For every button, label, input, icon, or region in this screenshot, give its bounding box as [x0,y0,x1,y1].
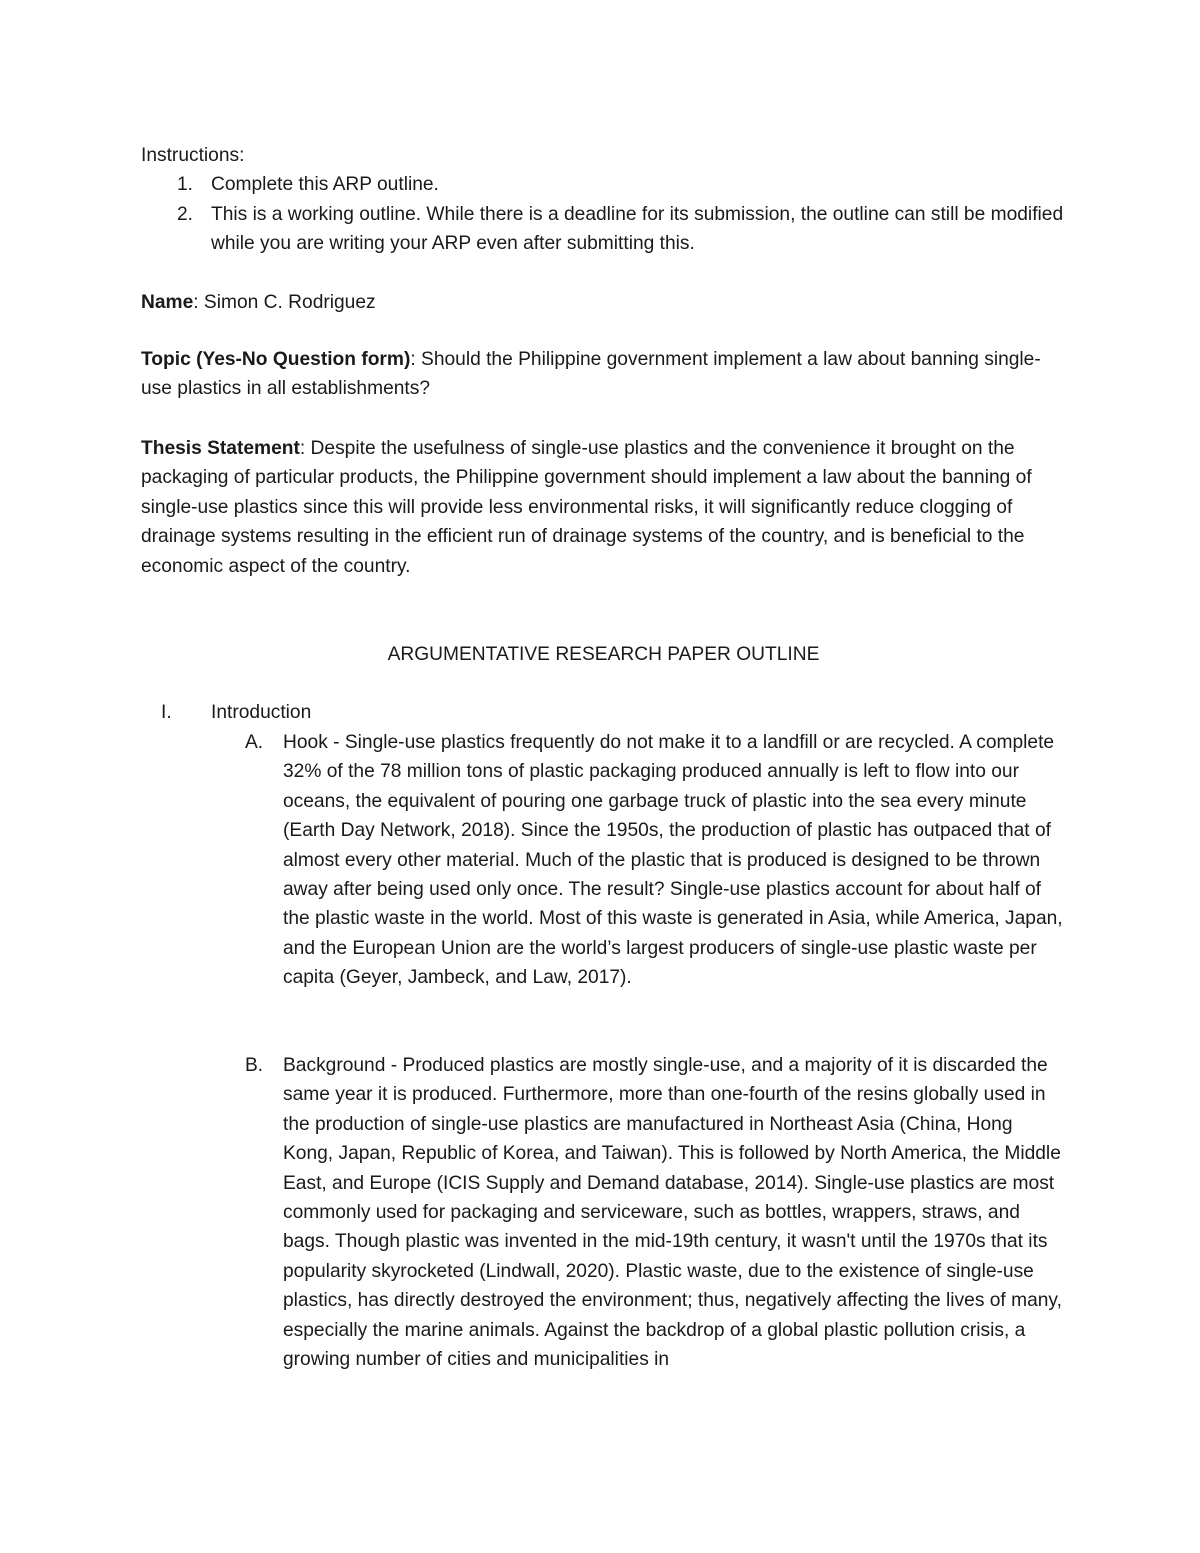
thesis-field [141,434,1066,581]
instructions-section [141,141,1066,259]
subitem-letter: A. [245,732,264,753]
section-title: Introduction [211,702,312,723]
instruction-number: 2. [177,203,194,225]
outline-section [141,698,1066,727]
outline-subitem [245,1051,1063,1374]
subitem-letter: B. [245,1055,264,1076]
subitem-text: Hook - Single-use plastics frequently do not make it to a landfill or are recycled. A complete 32% of the 78 million tons of plastic packaging produced annually is left to flow into our oceans, the equivalent of pouring one garbage truck of plastic into the sea every minute (Earth Day Network, 2018). Since the 1950s, the production of plastic has outpaced that of almost every other material. Much of the plastic that is produced is designed to be thrown away after being used only once. The result? Single-use plastics account for about half of the plastic waste in the world. Most of this waste is generated in Asia, while America, Japan, and the European Union are the world’s largest producers of single-use plastic waste per capita (Geyer, Jambeck, and Law, 2017). [283,732,1063,989]
instruction-text: This is a working outline. While there is a deadline for its submission, the outline can still be modified while you are writing your ARP even after submitting this. [211,203,1064,255]
instruction-item [141,200,1066,259]
instruction-number: 1. [177,174,194,196]
instruction-item [141,170,1066,199]
topic-label: Topic (Yes-No Question form) [141,349,411,370]
thesis-label: Thesis Statement [141,438,300,459]
name-field [141,288,1066,317]
name-value: : Simon C. Rodriguez [193,292,376,313]
name-label: Name [141,292,194,313]
subitem-text: Background - Produced plastics are mostly single-use, and a majority of it is discarded the same year it is produced. Furthermore, more than one-fourth of the resins globally used in the production of single-use plastics are manufactured in Northeast Asia (China, Hong Kong, Japan, Republic of Korea, and Taiwan). This is followed by North America, the Middle East, and Europe (ICIS Supply and Demand database, 2014). Single-use plastics are most commonly used for packaging and serviceware, such as bottles, wrappers, straws, and bags. Though plastic was invented in the mid-19th century, it wasn't until the 1970s that its popularity skyrocketed (Lindwall, 2020). Plastic waste, due to the existence of single-use plastics, has directly destroyed the environment; thus, negatively affecting the lives of many, especially the marine animals. Against the backdrop of a global plastic pollution crisis, a growing number of cities and municipalities in [283,1055,1062,1371]
topic-field [141,345,1066,404]
instruction-text: Complete this ARP outline. [211,174,439,196]
outline-subitem [245,728,1063,993]
section-number: I. [161,702,172,723]
instructions-heading: Instructions: [141,145,245,166]
topic-value: : Should the Philippine government implement a law about banning single-use plastics in all establishments? [141,349,1041,400]
thesis-value: : Despite the usefulness of single-use plastics and the convenience it brought on the packaging of particular products, the Philippine government should implement a law about the banning of single-use plastics since this will provide less environmental risks, it will significantly reduce clogging of drainage systems resulting in the efficient run of drainage systems of the country, and is beneficial to the economic aspect of the country. [141,438,1032,577]
outline-title: ARGUMENTATIVE RESEARCH PAPER OUTLINE [387,644,820,665]
